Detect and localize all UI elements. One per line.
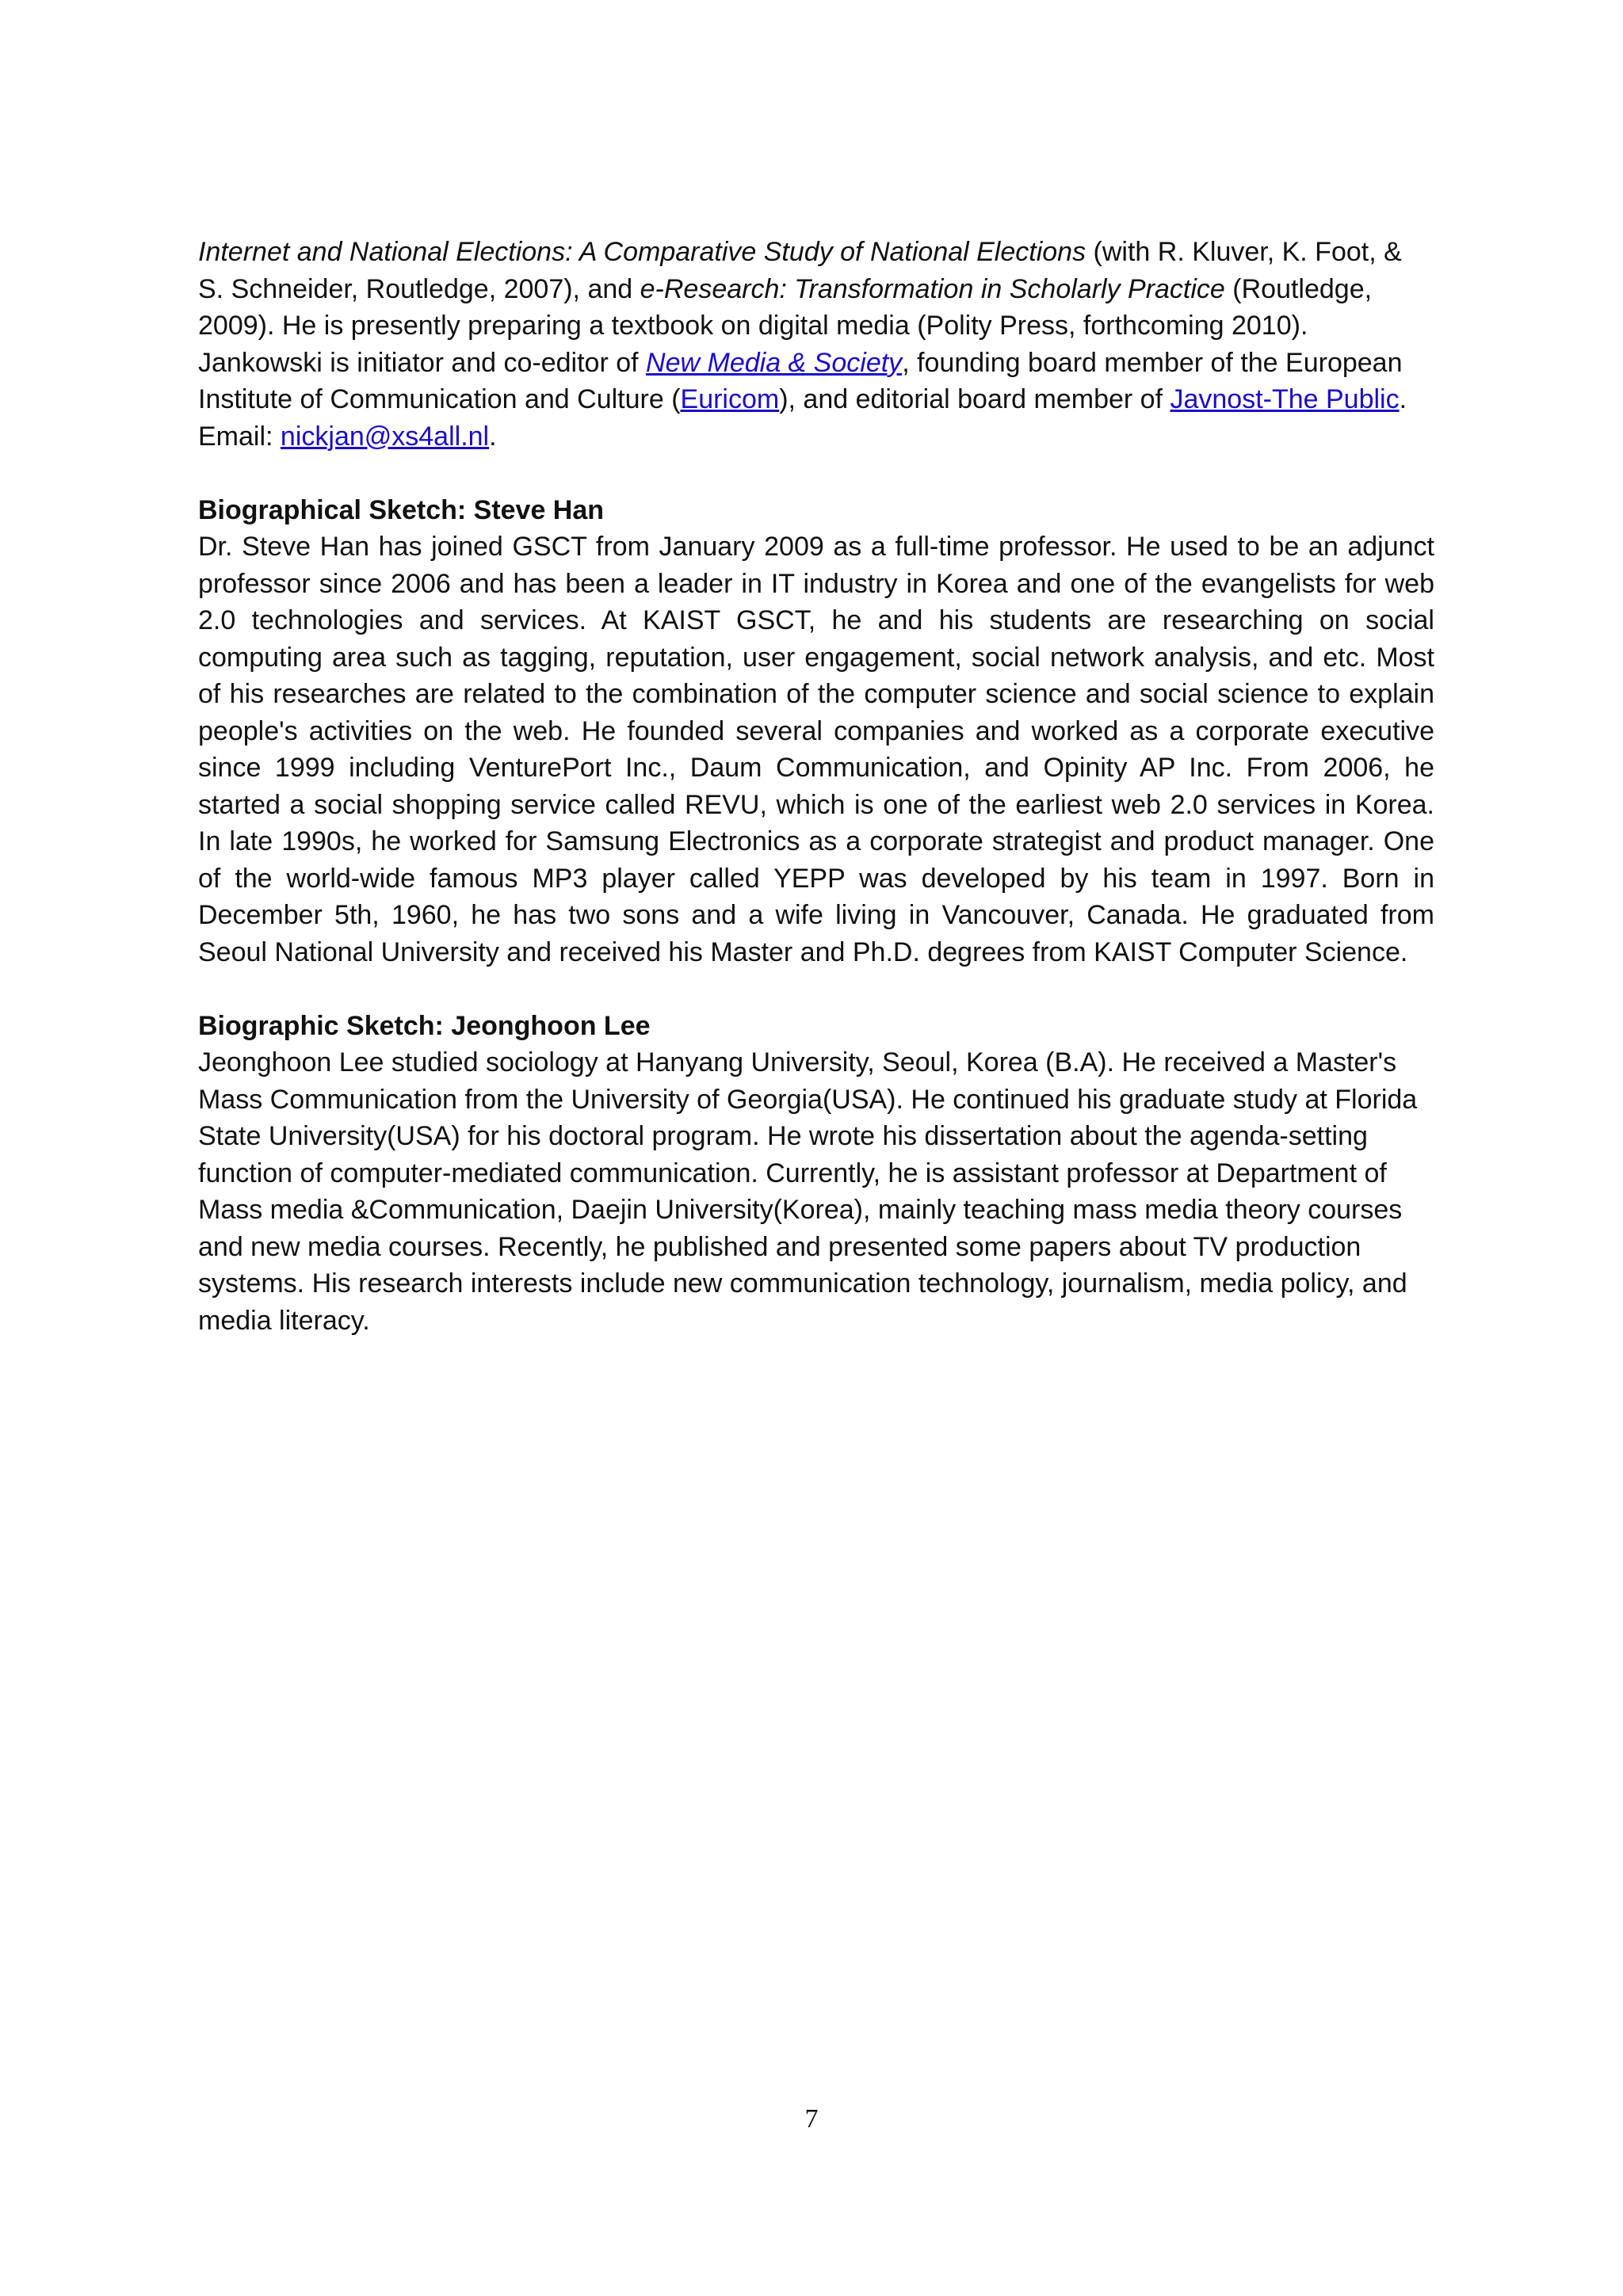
section-heading-jeonghoon-lee: Biographic Sketch: Jeonghoon Lee xyxy=(198,1010,651,1041)
intro-paragraph xyxy=(198,234,1434,455)
section-heading-steve-han: Biographical Sketch: Steve Han xyxy=(198,494,605,525)
book-title-internet-elections: Internet and National Elections: A Comparative Study of National Elections xyxy=(198,237,1086,267)
link-new-media-society[interactable]: New Media & Society xyxy=(646,347,903,378)
intro-text-1: (with R. Kluver, K. Foot, & S. Schneider, Routledge, 2007), and xyxy=(198,237,1402,304)
document-body xyxy=(198,234,1434,1339)
intro-text-4: ), and editorial board member of xyxy=(779,384,1170,414)
spacer xyxy=(198,455,1434,492)
intro-text-6: . xyxy=(489,421,497,452)
bio-paragraph-jeonghoon-lee: Jeonghoon Lee studied sociology at Hanyang University, Seoul, Korea (B.A). He received a Master's Mass Communication from the University of Georgia(USA). He continued his graduate study at Florida State University(USA) for his doctoral program. He wrote his dissertation about the agenda-setting function of computer-mediated communication. Currently, he is assistant professor at Department of Mass media &Communication, Daejin University(Korea), mainly teaching mass media theory courses and new media courses. Recently, he published and presented some papers about TV production systems. His research interests include new communication technology, journalism, media policy, and media literacy. xyxy=(198,1047,1418,1336)
bio-paragraph-steve-han: Dr. Steve Han has joined GSCT from January 2009 as a full-time professor. He used to be an adjunct professor since 2006 and has been a leader in IT industry in Korea and one of the evangelists for web 2.0 technologies and services. At KAIST GSCT, he and his students are researching on social computing area such as tagging, reputation, user engagement, social network analysis, and etc. Most of his researches are related to the combination of the computer science and social science to explain people's activities on the web. He founded several companies and worked as a corporate executive since 1999 including VenturePort Inc., Daum Communication, and Opinity AP Inc. From 2006, he started a social shopping service called REVU, which is one of the earliest web 2.0 services in Korea. In late 1990s, he worked for Samsung Electronics as a corporate strategist and product manager. One of the world-wide famous MP3 player called YEPP was developed by his team in 1997. Born in December 5th, 1960, he has two sons and a wife living in Vancouver, Canada. He graduated from Seoul National University and received his Master and Ph.D. degrees from KAIST Computer Science. xyxy=(198,532,1434,967)
spacer xyxy=(198,971,1434,1008)
page-number: 7 xyxy=(804,2104,819,2134)
intro-text-5: . Email: xyxy=(198,384,1407,452)
intro-text-3: , founding board member of the European Institute of Communication and Culture ( xyxy=(198,347,1403,414)
intro-text-2: (Routledge, 2009). He is presently preparing a textbook on digital media (Polity Press, forthcoming 2010). Jankowski is initiator and co-editor of xyxy=(198,273,1373,378)
link-email[interactable]: nickjan@xs4all.nl xyxy=(280,421,490,452)
link-euricom[interactable]: Euricom xyxy=(680,384,780,414)
link-javnost[interactable]: Javnost-The Public xyxy=(1170,384,1400,414)
book-title-e-research: e-Research: Transformation in Scholarly Practice xyxy=(640,273,1225,304)
